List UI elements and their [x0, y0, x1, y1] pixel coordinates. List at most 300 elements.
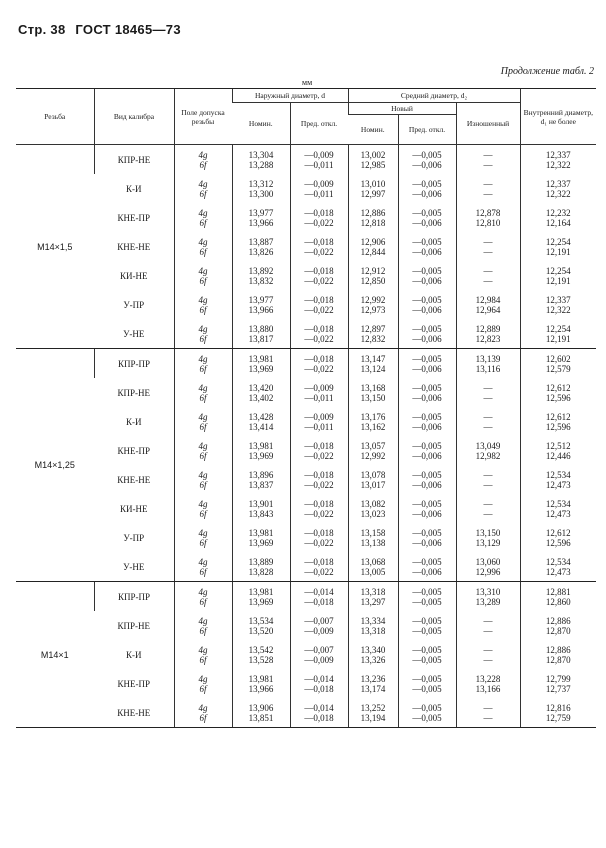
tolerance-field — [174, 669, 232, 698]
gauge-type — [94, 523, 174, 552]
middle-worn-value: — — [483, 265, 493, 276]
inner-diameter — [520, 261, 596, 290]
middle-nominal — [348, 698, 398, 728]
middle-deviation — [398, 698, 456, 728]
gauge-type — [94, 582, 174, 612]
inner-diameter-value: 12,612 — [545, 411, 571, 422]
outer-nominal — [232, 378, 290, 407]
middle-deviation — [398, 669, 456, 698]
outer-deviation — [290, 407, 348, 436]
middle-nominal-value: 12,818 — [360, 217, 386, 228]
outer-nominal-value: 13,981 — [248, 527, 274, 538]
tolerance-field — [174, 436, 232, 465]
middle-deviation-value: —0,005 — [412, 469, 442, 480]
table-row — [16, 523, 596, 552]
col-outer-nom: Номин. — [232, 103, 290, 145]
middle-worn-value: — — [483, 469, 493, 480]
inner-diameter-value: 12,164 — [545, 217, 571, 228]
gauge-type — [94, 349, 174, 379]
middle-worn-value: 13,049 — [475, 440, 501, 451]
middle-nominal-value: 13,326 — [360, 654, 386, 665]
middle-worn-value: 13,129 — [475, 537, 501, 548]
outer-nominal — [232, 319, 290, 349]
table-row — [16, 494, 596, 523]
table-row — [16, 174, 596, 203]
outer-deviation — [290, 669, 348, 698]
outer-deviation-value: —0,007 — [304, 615, 334, 626]
outer-deviation-value: —0,011 — [304, 159, 334, 170]
outer-nominal-value: 13,889 — [248, 556, 274, 567]
gauge-type — [94, 611, 174, 640]
inner-diameter-value: 12,534 — [545, 469, 571, 480]
tolerance-field-value: 4g — [198, 353, 208, 364]
outer-nominal-value: 13,977 — [248, 294, 274, 305]
middle-nominal-value: 12,997 — [360, 188, 386, 199]
inner-diameter-value: 12,860 — [545, 596, 571, 607]
col-middle: Средний диаметр, d₂ — [348, 89, 520, 103]
middle-nominal-value: 13,252 — [360, 702, 386, 713]
outer-deviation-value: —0,011 — [304, 421, 334, 432]
middle-worn-value: — — [483, 149, 493, 160]
middle-worn-value: — — [483, 712, 493, 723]
middle-nominal-value: 13,162 — [360, 421, 386, 432]
inner-diameter-value: 12,596 — [545, 421, 571, 432]
table-row — [16, 640, 596, 669]
gauge-type-label: КПР-НЕ — [117, 620, 150, 631]
middle-nominal-value: 13,318 — [360, 625, 386, 636]
middle-deviation — [398, 611, 456, 640]
middle-worn-value: — — [483, 382, 493, 393]
outer-nominal — [232, 349, 290, 379]
tolerance-field-value: 6f — [199, 421, 207, 432]
inner-diameter — [520, 523, 596, 552]
thread-designation: M14×1 — [16, 582, 94, 728]
middle-nominal — [348, 436, 398, 465]
middle-nominal-value: 13,176 — [360, 411, 386, 422]
tolerance-field-value: 6f — [199, 246, 207, 257]
outer-deviation — [290, 261, 348, 290]
middle-deviation-value: —0,005 — [412, 556, 442, 567]
tolerance-field-value: 4g — [198, 440, 208, 451]
tolerance-field-value: 6f — [199, 566, 207, 577]
middle-deviation-value: —0,005 — [412, 702, 442, 713]
middle-nominal-value: 13,057 — [360, 440, 386, 451]
outer-nominal-value: 13,901 — [248, 498, 274, 509]
outer-nominal-value: 13,969 — [248, 363, 274, 374]
outer-deviation — [290, 611, 348, 640]
outer-deviation-value: —0,022 — [304, 246, 334, 257]
inner-diameter-value: 12,191 — [545, 275, 571, 286]
outer-nominal-value: 13,887 — [248, 236, 274, 247]
outer-deviation-value: —0,022 — [304, 508, 334, 519]
gauge-type — [94, 436, 174, 465]
table-row — [16, 349, 596, 379]
outer-deviation — [290, 232, 348, 261]
middle-nominal-value: 12,832 — [360, 333, 386, 344]
gauge-type-label: У-ПР — [123, 299, 145, 310]
page-number: Стр. 38 — [18, 22, 66, 37]
tolerance-field-value: 6f — [199, 159, 207, 170]
middle-deviation-value: —0,006 — [412, 537, 442, 548]
gauge-type — [94, 319, 174, 349]
inner-diameter — [520, 582, 596, 612]
outer-nominal-value: 13,851 — [248, 712, 274, 723]
table-body — [16, 145, 596, 728]
middle-worn — [456, 290, 520, 319]
table-row — [16, 319, 596, 349]
gauge-type-label: КНЕ-ПР — [117, 445, 150, 456]
middle-deviation — [398, 640, 456, 669]
middle-worn — [456, 145, 520, 175]
inner-diameter — [520, 349, 596, 379]
middle-worn — [456, 669, 520, 698]
middle-worn-value: 13,060 — [475, 556, 501, 567]
middle-deviation-value: —0,006 — [412, 479, 442, 490]
tolerance-field — [174, 523, 232, 552]
outer-nominal-value: 13,981 — [248, 353, 274, 364]
outer-nominal — [232, 611, 290, 640]
middle-worn — [456, 203, 520, 232]
middle-worn-value: 12,982 — [475, 450, 501, 461]
outer-nominal — [232, 261, 290, 290]
middle-worn-value: 13,228 — [475, 673, 501, 684]
tolerance-field-value: 4g — [198, 615, 208, 626]
middle-deviation-value: —0,005 — [412, 440, 442, 451]
middle-worn-value: 12,810 — [475, 217, 501, 228]
middle-nominal-value: 13,078 — [360, 469, 386, 480]
middle-worn-value: 13,310 — [475, 586, 501, 597]
middle-deviation-value: —0,005 — [412, 644, 442, 655]
middle-nominal — [348, 523, 398, 552]
outer-nominal-value: 13,966 — [248, 217, 274, 228]
middle-worn-value: 12,996 — [475, 566, 501, 577]
gauge-type-label: У-НЕ — [123, 561, 145, 572]
tolerance-field — [174, 552, 232, 582]
middle-nominal-value: 13,318 — [360, 586, 386, 597]
outer-deviation-value: —0,018 — [304, 556, 334, 567]
tolerance-field — [174, 232, 232, 261]
middle-nominal-value: 13,124 — [360, 363, 386, 374]
outer-deviation-value: —0,007 — [304, 644, 334, 655]
middle-nominal — [348, 232, 398, 261]
inner-diameter-value: 12,799 — [545, 673, 571, 684]
inner-diameter-value: 12,337 — [545, 149, 571, 160]
middle-worn-value: — — [483, 188, 493, 199]
col-middle-dev: Пред. откл. — [398, 115, 456, 145]
outer-deviation-value: —0,018 — [304, 294, 334, 305]
outer-nominal-value: 13,832 — [248, 275, 274, 286]
outer-nominal — [232, 436, 290, 465]
middle-worn — [456, 640, 520, 669]
outer-deviation — [290, 174, 348, 203]
middle-deviation-value: —0,005 — [412, 149, 442, 160]
table-row — [16, 203, 596, 232]
inner-diameter — [520, 436, 596, 465]
outer-deviation-value: —0,014 — [304, 586, 334, 597]
tolerance-field-value: 6f — [199, 450, 207, 461]
outer-nominal-value: 13,837 — [248, 479, 274, 490]
middle-deviation-value: —0,005 — [412, 498, 442, 509]
tolerance-field-value: 6f — [199, 363, 207, 374]
middle-worn-value: 12,984 — [475, 294, 501, 305]
tolerance-field-value: 4g — [198, 498, 208, 509]
col-inner: Внутренний диаметр, d₁ не более — [520, 89, 596, 145]
tolerance-field-value: 4g — [198, 527, 208, 538]
middle-worn-value: — — [483, 625, 493, 636]
outer-nominal-value: 13,981 — [248, 440, 274, 451]
middle-nominal — [348, 261, 398, 290]
middle-nominal — [348, 552, 398, 582]
gauge-type-label: К-И — [126, 183, 142, 194]
table-row — [16, 378, 596, 407]
outer-nominal-value: 13,969 — [248, 537, 274, 548]
outer-nominal — [232, 698, 290, 728]
tolerance-field-value: 6f — [199, 683, 207, 694]
table-row — [16, 261, 596, 290]
middle-deviation-value: —0,005 — [412, 178, 442, 189]
inner-diameter-value: 12,337 — [545, 294, 571, 305]
outer-nominal — [232, 582, 290, 612]
middle-nominal — [348, 640, 398, 669]
middle-deviation-value: —0,006 — [412, 333, 442, 344]
middle-nominal-value: 13,147 — [360, 353, 386, 364]
tolerance-field-value: 6f — [199, 392, 207, 403]
middle-worn — [456, 436, 520, 465]
inner-diameter — [520, 407, 596, 436]
inner-diameter-value: 12,254 — [545, 323, 571, 334]
outer-nominal-value: 13,969 — [248, 450, 274, 461]
outer-nominal-value: 13,981 — [248, 673, 274, 684]
middle-nominal-value: 12,844 — [360, 246, 386, 257]
middle-deviation-value: —0,006 — [412, 363, 442, 374]
tolerance-field-value: 6f — [199, 654, 207, 665]
outer-deviation-value: —0,009 — [304, 149, 334, 160]
col-outer-dev: Пред. откл. — [290, 103, 348, 145]
gauge-type-label: КНЕ-ПР — [117, 212, 150, 223]
middle-deviation — [398, 319, 456, 349]
outer-deviation-value: —0,018 — [304, 683, 334, 694]
outer-deviation — [290, 145, 348, 175]
outer-nominal — [232, 290, 290, 319]
thread-designation: M14×1,25 — [16, 349, 94, 582]
middle-deviation — [398, 203, 456, 232]
middle-nominal-value: 12,912 — [360, 265, 386, 276]
tolerance-field-value: 4g — [198, 236, 208, 247]
middle-deviation-value: —0,005 — [412, 323, 442, 334]
outer-nominal-value: 13,414 — [248, 421, 274, 432]
middle-nominal-value: 12,897 — [360, 323, 386, 334]
middle-nominal — [348, 611, 398, 640]
outer-deviation-value: —0,022 — [304, 275, 334, 286]
inner-diameter-value: 12,254 — [545, 236, 571, 247]
middle-deviation — [398, 174, 456, 203]
col-middle-new: Новый — [348, 103, 456, 115]
outer-deviation-value: —0,018 — [304, 469, 334, 480]
col-outer: Наружный диаметр, d — [232, 89, 348, 103]
gauge-type-label: У-НЕ — [123, 328, 145, 339]
middle-deviation-value: —0,006 — [412, 421, 442, 432]
inner-diameter-value: 12,759 — [545, 712, 571, 723]
middle-worn-value: — — [483, 275, 493, 286]
middle-deviation-value: —0,006 — [412, 392, 442, 403]
tolerance-field-value: 6f — [199, 217, 207, 228]
gauge-type-label: КНЕ-НЕ — [117, 707, 151, 718]
col-thread: Резьба — [16, 89, 94, 145]
middle-nominal — [348, 669, 398, 698]
middle-worn-value: — — [483, 421, 493, 432]
outer-deviation-value: —0,022 — [304, 479, 334, 490]
middle-nominal-value: 13,297 — [360, 596, 386, 607]
middle-worn-value: — — [483, 615, 493, 626]
gauge-type-label: К-И — [126, 416, 142, 427]
middle-worn-value: 12,878 — [475, 207, 501, 218]
middle-nominal — [348, 145, 398, 175]
gauge-type-label: КПР-ПР — [117, 358, 150, 369]
outer-nominal-value: 13,288 — [248, 159, 274, 170]
middle-nominal-value: 13,236 — [360, 673, 386, 684]
outer-nominal-value: 13,896 — [248, 469, 274, 480]
table-row — [16, 145, 596, 175]
gauge-type — [94, 174, 174, 203]
tolerance-field-value: 6f — [199, 275, 207, 286]
middle-nominal-value: 12,985 — [360, 159, 386, 170]
middle-deviation — [398, 407, 456, 436]
outer-nominal — [232, 465, 290, 494]
inner-diameter-value: 12,612 — [545, 527, 571, 538]
outer-nominal — [232, 523, 290, 552]
middle-deviation — [398, 436, 456, 465]
outer-nominal-value: 13,304 — [248, 149, 274, 160]
outer-deviation — [290, 319, 348, 349]
middle-worn — [456, 698, 520, 728]
middle-deviation-value: —0,006 — [412, 188, 442, 199]
outer-deviation — [290, 494, 348, 523]
col-middle-nom: Номин. — [348, 115, 398, 145]
middle-deviation-value: —0,005 — [412, 625, 442, 636]
tolerance-field — [174, 319, 232, 349]
inner-diameter-value: 12,446 — [545, 450, 571, 461]
middle-worn-value: 13,116 — [475, 363, 501, 374]
inner-diameter-value: 12,337 — [545, 178, 571, 189]
tolerance-field-value: 4g — [198, 644, 208, 655]
outer-deviation-value: —0,022 — [304, 566, 334, 577]
inner-diameter — [520, 145, 596, 175]
outer-nominal-value: 13,542 — [248, 644, 274, 655]
tolerance-field — [174, 145, 232, 175]
middle-worn-value: — — [483, 159, 493, 170]
middle-worn — [456, 261, 520, 290]
outer-deviation — [290, 349, 348, 379]
tolerance-field — [174, 465, 232, 494]
outer-deviation-value: —0,009 — [304, 625, 334, 636]
outer-deviation-value: —0,011 — [304, 188, 334, 199]
inner-diameter — [520, 319, 596, 349]
outer-nominal-value: 13,420 — [248, 382, 274, 393]
gauge-type — [94, 465, 174, 494]
outer-deviation — [290, 582, 348, 612]
middle-worn-value: 12,823 — [475, 333, 501, 344]
middle-nominal-value: 13,068 — [360, 556, 386, 567]
outer-deviation-value: —0,022 — [304, 304, 334, 315]
outer-deviation — [290, 640, 348, 669]
tolerance-field — [174, 174, 232, 203]
middle-worn-value: 13,139 — [475, 353, 501, 364]
tolerance-field-value: 4g — [198, 265, 208, 276]
inner-diameter — [520, 378, 596, 407]
outer-deviation-value: —0,022 — [304, 217, 334, 228]
middle-worn-value: 13,289 — [475, 596, 501, 607]
middle-nominal-value: 12,973 — [360, 304, 386, 315]
middle-worn — [456, 523, 520, 552]
inner-diameter-value: 12,602 — [545, 353, 571, 364]
gauge-type-label: КИ-НЕ — [120, 270, 148, 281]
outer-deviation — [290, 203, 348, 232]
middle-deviation-value: —0,006 — [412, 159, 442, 170]
table-row — [16, 582, 596, 612]
gauge-dimensions-table — [16, 88, 596, 728]
outer-nominal-value: 13,966 — [248, 304, 274, 315]
tolerance-field-value: 4g — [198, 469, 208, 480]
middle-nominal-value: 12,906 — [360, 236, 386, 247]
tolerance-field-value: 6f — [199, 625, 207, 636]
table-row — [16, 436, 596, 465]
middle-worn — [456, 582, 520, 612]
inner-diameter-value: 12,322 — [545, 304, 571, 315]
tolerance-field — [174, 349, 232, 379]
tolerance-field — [174, 261, 232, 290]
middle-worn — [456, 465, 520, 494]
outer-nominal — [232, 669, 290, 698]
middle-deviation-value: —0,006 — [412, 217, 442, 228]
tolerance-field — [174, 698, 232, 728]
middle-deviation-value: —0,005 — [412, 673, 442, 684]
middle-deviation-value: —0,005 — [412, 712, 442, 723]
outer-deviation-value: —0,018 — [304, 596, 334, 607]
tolerance-field-value: 4g — [198, 178, 208, 189]
outer-nominal-value: 13,528 — [248, 654, 274, 665]
outer-nominal-value: 13,520 — [248, 625, 274, 636]
outer-nominal — [232, 203, 290, 232]
outer-nominal-value: 13,966 — [248, 683, 274, 694]
middle-deviation-value: —0,005 — [412, 586, 442, 597]
middle-nominal — [348, 582, 398, 612]
tolerance-field-value: 6f — [199, 188, 207, 199]
middle-deviation-value: —0,005 — [412, 654, 442, 665]
outer-nominal-value: 13,969 — [248, 596, 274, 607]
outer-deviation-value: —0,014 — [304, 673, 334, 684]
unit-label: мм — [302, 78, 313, 87]
inner-diameter-value: 12,870 — [545, 654, 571, 665]
outer-nominal-value: 13,906 — [248, 702, 274, 713]
outer-nominal — [232, 174, 290, 203]
outer-deviation-value: —0,014 — [304, 702, 334, 713]
outer-nominal-value: 13,981 — [248, 586, 274, 597]
gauge-type — [94, 698, 174, 728]
col-gauge: Вид калибра — [94, 89, 174, 145]
table-row — [16, 290, 596, 319]
gauge-type-label: КПР-ПР — [117, 591, 150, 602]
middle-nominal — [348, 407, 398, 436]
gauge-type-label: КИ-НЕ — [120, 503, 148, 514]
middle-deviation-value: —0,005 — [412, 615, 442, 626]
tolerance-field-value: 4g — [198, 673, 208, 684]
inner-diameter-value: 12,612 — [545, 382, 571, 393]
middle-deviation — [398, 378, 456, 407]
outer-deviation-value: —0,011 — [304, 392, 334, 403]
middle-deviation — [398, 494, 456, 523]
inner-diameter — [520, 669, 596, 698]
tolerance-field-value: 4g — [198, 294, 208, 305]
